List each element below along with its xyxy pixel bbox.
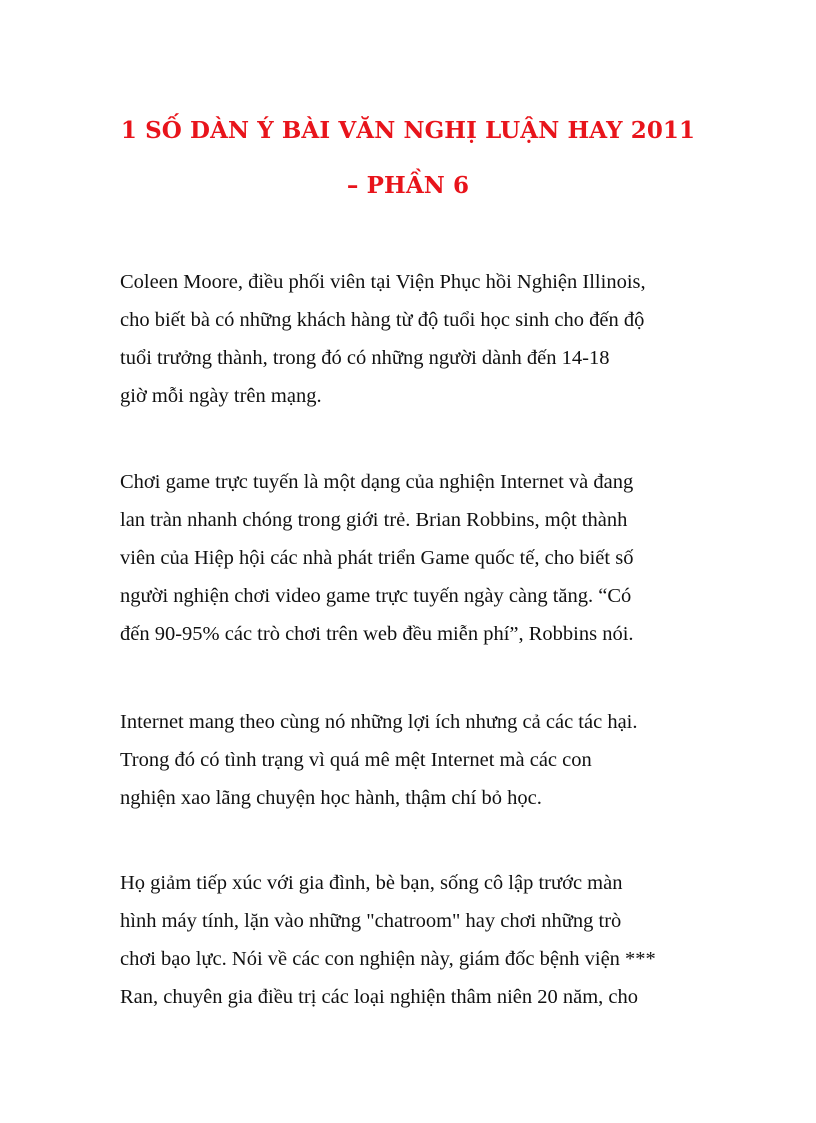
text-line: Trong đó có tình trạng vì quá mê mệt Internet mà các con (120, 749, 592, 771)
text-line: cho biết bà có những khách hàng từ độ tuổi học sinh cho đến độ (120, 309, 645, 331)
text-line: người nghiện chơi video game trực tuyến ngày càng tăng. “Có (120, 585, 632, 607)
text-line: viên của Hiệp hội các nhà phát triển Game quốc tế, cho biết số (120, 547, 634, 569)
text-line: Chơi game trực tuyến là một dạng của nghiện Internet và đang (120, 471, 634, 493)
text-line: Họ giảm tiếp xúc với gia đình, bè bạn, sống cô lập trước màn (120, 872, 623, 894)
paragraph-2 (120, 463, 720, 653)
paragraph-3 (120, 703, 720, 817)
text-line: chơi bạo lực. Nói về các con nghiện này, giám đốc bệnh viện *** (120, 948, 656, 970)
text-line: Internet mang theo cùng nó những lợi ích nhưng cả các tác hại. (120, 711, 638, 733)
text-line: lan tràn nhanh chóng trong giới trẻ. Brian Robbins, một thành (120, 509, 628, 531)
text-line: tuổi trưởng thành, trong đó có những người dành đến 14-18 (120, 347, 610, 369)
text-line: đến 90-95% các trò chơi trên web đều miễn phí”, Robbins nói. (120, 623, 634, 645)
text-line: Coleen Moore, điều phối viên tại Viện Phục hồi Nghiện Illinois, (120, 271, 646, 293)
text-line: giờ mỗi ngày trên mạng. (120, 385, 322, 407)
paragraph-4 (120, 864, 720, 1016)
text-line: Ran, chuyên gia điều trị các loại nghiện thâm niên 20 năm, cho (120, 986, 639, 1008)
document-title-line-2: – PHẦN 6 (346, 172, 470, 199)
paragraph-1 (120, 263, 720, 415)
text-line: nghiện xao lãng chuyện học hành, thậm chí bỏ học. (120, 787, 542, 809)
text-line: hình máy tính, lặn vào những "chatroom" hay chơi những trò (120, 910, 622, 932)
document-title-line-1: 1 SỐ DÀN Ý BÀI VĂN NGHỊ LUẬN HAY 2011 (120, 117, 696, 144)
